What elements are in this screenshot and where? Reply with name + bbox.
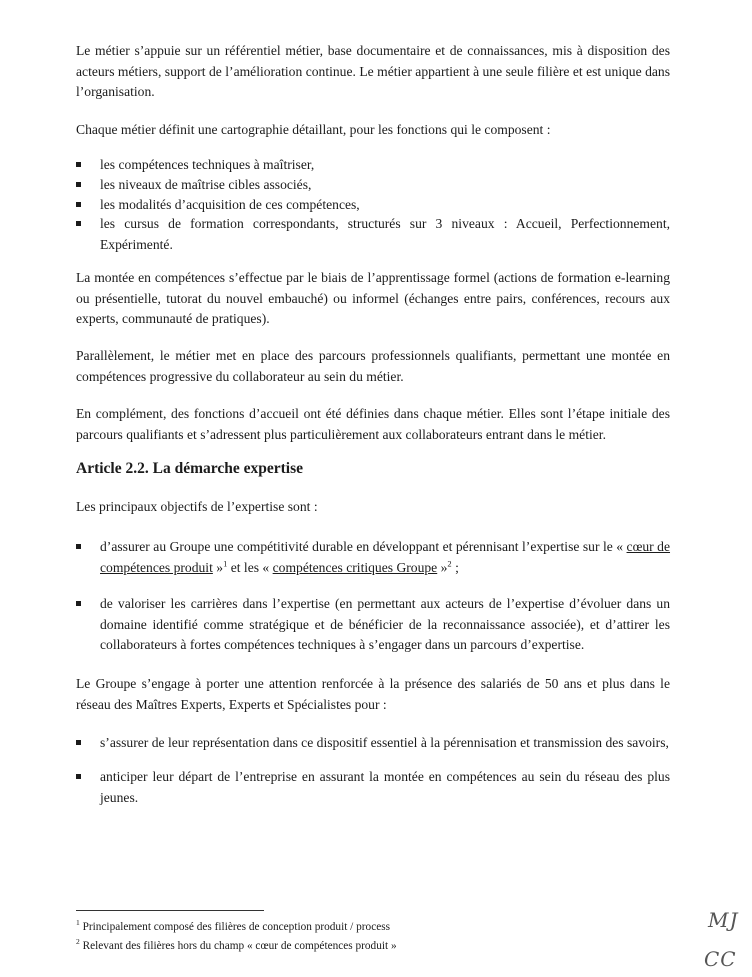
objective-competitivite: d’assurer au Groupe une compétitivité durable en développant et pérennisant l’expertise sur le « cœur de compétences produit »$^1$ et les « compétences critiques Groupe »$^2$ ;: [100, 539, 671, 575]
paragraph-seniors: Le Groupe s’engage à porter une attention renforcée à la présence des salariés de 50 ans et plus dans le réseau des Maîtres Experts, Experts et Spécialistes pour :: [76, 676, 670, 712]
paragraph-objectifs: Les principaux objectifs de l’expertise sont :: [76, 499, 318, 514]
section-heading: Article 2.2. La démarche expertise: [76, 460, 303, 477]
footnote-term-coeur: cœur de compétences produit: [100, 539, 671, 575]
list-item: les compétences techniques à maîtriser,: [76, 155, 670, 176]
bullet-square-icon: [76, 740, 81, 745]
list-item: les niveaux de maîtrise cibles associés,: [76, 175, 670, 196]
bullet-square-icon: [76, 202, 81, 207]
bullet-square-icon: [76, 601, 81, 606]
paragraph-accueil: En complément, des fonctions d’accueil ont été définies dans chaque métier. Elles sont l’étape initiale des parcours qualifiants et s’adressent plus particulièrement aux collaborateurs entrant dans le métier.: [76, 406, 670, 442]
footnote: $^2$ Relevant des filières hors du champ « cœur de compétences produit »: [76, 937, 397, 952]
list-item: anticiper leur départ de l’entreprise en assurant la montée en compétences au sein du réseau des plus jeunes.: [76, 767, 670, 808]
handwritten-initials: MJ: [708, 908, 739, 932]
footnote-separator: [76, 910, 264, 911]
bullet-square-icon: [76, 162, 81, 167]
footnote: $^1$ Principalement composé des filières de conception produit / process: [76, 918, 391, 933]
paragraph-parcours: Parallèlement, le métier met en place des parcours professionnels qualifiants, permettant une montée en compétences progressive du collaborateur au sein du métier.: [76, 348, 670, 384]
handwritten-initials: CC: [704, 947, 737, 971]
footnote-ref: 1: [223, 557, 228, 568]
bullet-square-icon: [76, 544, 81, 549]
bullet-square-icon: [76, 221, 81, 226]
list-item: de valoriser les carrières dans l’expertise (en permettant aux acteurs de l’expertise d’évoluer dans un domaine identifié comme stratégique et de bénéficier de la reconnaissance associée), et d’attirer les collaborateurs à fortes compétences techniques à s’engager dans un parcours d’expertise.: [76, 594, 670, 656]
paragraph-cartographie: Chaque métier définit une cartographie détaillant, pour les fonctions qui le composent :: [76, 122, 551, 137]
list-item: les modalités d’acquisition de ces compétences,: [76, 195, 670, 216]
paragraph-referentiel: Le métier s’appuie sur un référentiel métier, base documentaire et de connaissances, mis à disposition des acteurs métiers, support de l’amélioration continue. Le métier appartient à une seule filière et est unique dans l’organisation.: [76, 43, 670, 99]
footnote-term-critiques: compétences critiques Groupe: [272, 559, 438, 575]
bullet-square-icon: [76, 182, 81, 187]
bullet-square-icon: [76, 774, 81, 779]
list-item: s’assurer de leur représentation dans ce dispositif essentiel à la pérennisation et transmission des savoirs,: [76, 733, 670, 754]
paragraph-montee-competences: La montée en compétences s’effectue par le biais de l’apprentissage formel (actions de formation e-learning ou présentielle, tutorat du nouvel embauché) ou informel (échanges entre pairs, conférences, recours aux experts, communauté de pratiques).: [76, 270, 670, 326]
footnote-ref: 2: [447, 557, 452, 568]
list-item: les cursus de formation correspondants, structurés sur 3 niveaux : Accueil, Perfectionnement, Expérimenté.: [76, 214, 670, 255]
list-item: [76, 537, 670, 578]
